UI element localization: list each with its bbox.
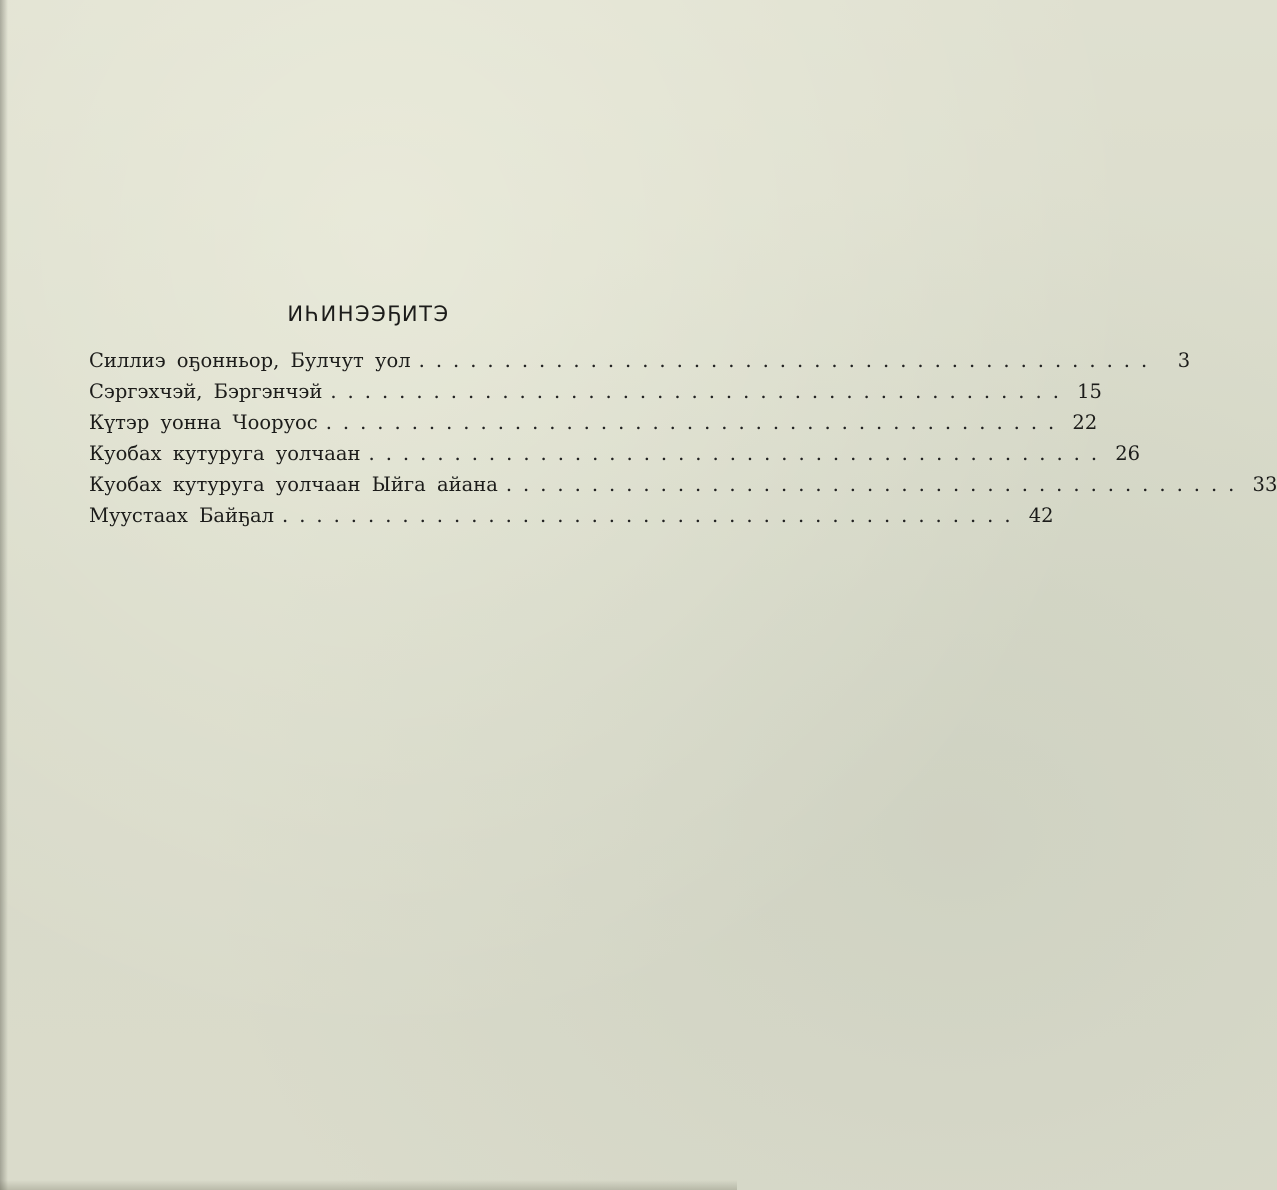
toc-entry-title: Сэргэхчэй, Бэргэнчэй (89, 380, 323, 403)
toc-entry-page: 3 (1177, 349, 1191, 372)
toc-leader-dots: ........................................... (330, 380, 1070, 403)
toc-entry-page: 15 (1077, 380, 1102, 403)
toc-entry (89, 345, 1191, 376)
toc-entry-title: Куобах кутуруга уолчаан Ыйга айана (89, 473, 498, 496)
toc-entry (89, 407, 1098, 438)
toc-entry (89, 500, 1054, 531)
toc-entry-page: 33 (1252, 473, 1277, 496)
toc-leader-dots: ........................................... (368, 442, 1109, 465)
toc-leader-dots: ........................................... (418, 349, 1159, 372)
toc-entry (89, 438, 1141, 469)
toc-leader-dots: ........................................... (325, 411, 1066, 434)
toc-entry-page: 26 (1115, 442, 1141, 465)
toc-leader-dots: ........................................... (505, 473, 1246, 496)
page-bottom-edge-shadow (0, 1180, 737, 1190)
toc-entry-title: Куобах кутуруга уолчаан (89, 442, 361, 465)
toc-entry-title: Силлиэ оҕонньор, Булчут уол (89, 349, 411, 372)
toc-entry-title: Күтэр уонна Чооруос (89, 411, 318, 434)
toc-entry (89, 376, 1102, 407)
table-of-contents (89, 345, 1277, 531)
toc-entry (89, 469, 1277, 500)
page-left-edge-shadow (0, 0, 8, 1190)
toc-leader-dots: ........................................... (282, 504, 1022, 527)
toc-entry-title: Муустаах Байҕал (89, 504, 275, 527)
contents-heading: ИҺИНЭЭҔИТЭ (287, 302, 450, 326)
toc-entry-page: 42 (1028, 504, 1054, 527)
toc-entry-page: 22 (1072, 411, 1098, 434)
